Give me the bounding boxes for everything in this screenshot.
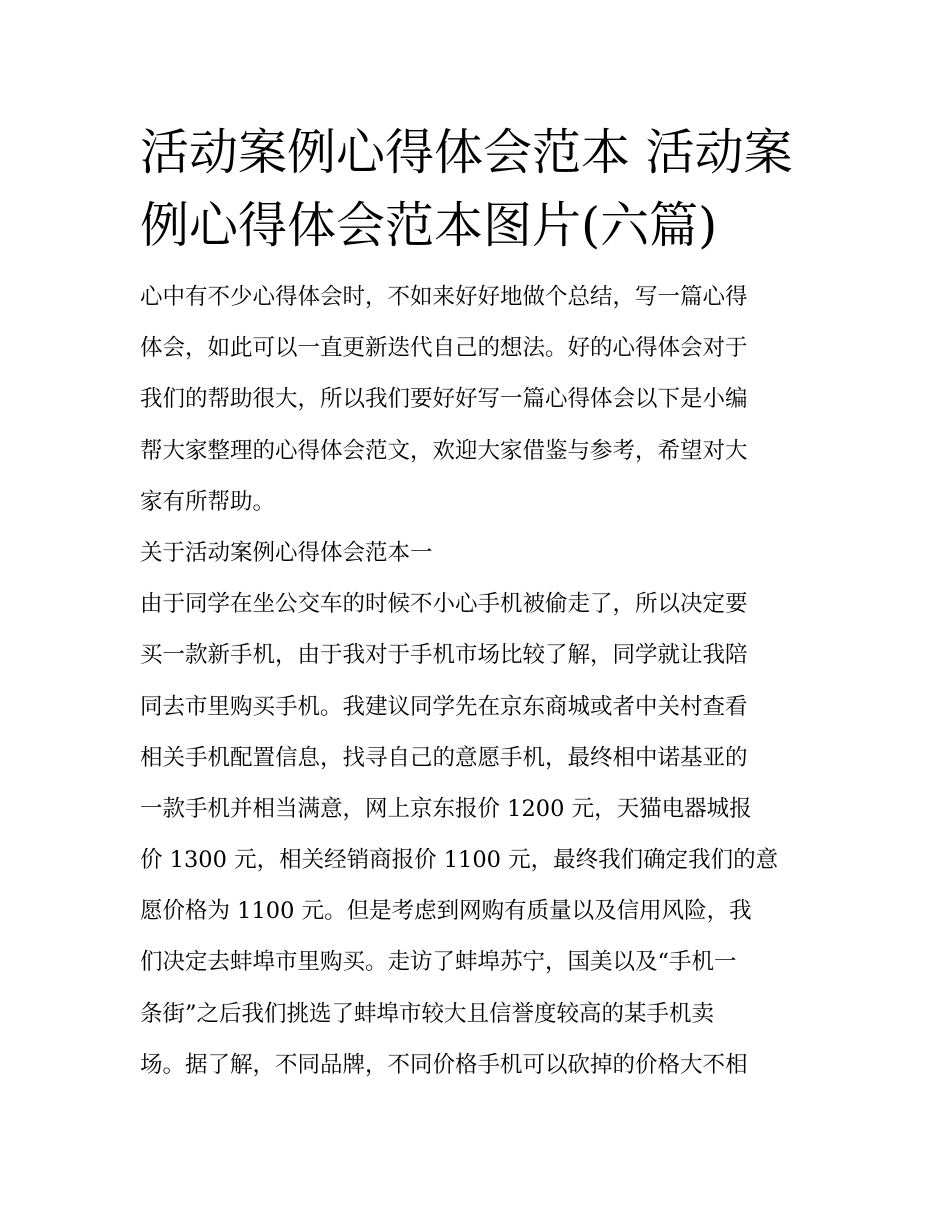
text-line: 由于同学在坐公交车的时候不小心手机被偷走了，所以决定要 [140,591,748,618]
text-line: 心中有不少心得体会时，不如来好好地做个总结，写一篇心得 [140,284,748,310]
text-line: 们决定去蚌埠市里购买。走访了蚌埠苏宁，国美以及“手机一 [140,949,737,976]
title-line: 活动案例心得体会范本 活动案 [140,124,793,181]
text-line: 价 1300 元，相关经销商报价 1100 元，最终我们确定我们的意 [140,847,779,874]
document-page [140,116,812,1091]
text-line: 一款手机并相当满意，网上京东报价 1200 元，天猫电器城报 [140,795,752,822]
title-line: 例心得体会范本图片(六篇) [140,197,718,254]
text-line: 条街”之后我们挑选了蚌埠市较大且信誉度较高的某手机卖 [140,1000,715,1027]
text-line: 买一款新手机，由于我对于手机市场比较了解，同学就让我陪 [140,642,748,669]
text-line: 帮大家整理的心得体会范文，欢迎大家借鉴与参考，希望对大 [140,437,748,464]
text-line: 愿价格为 1100 元。但是考虑到网购有质量以及信用风险，我 [140,898,752,925]
intro-paragraph [140,272,812,528]
text-line: 相关手机配置信息，找寻自己的意愿手机，最终相中诺基亚的 [140,744,748,771]
text-line: 家有所帮助。 [140,488,276,515]
text-line: 我们的帮助很大，所以我们要好好写一篇心得体会以下是小编 [140,386,748,413]
section-paragraph [140,579,812,1091]
text-line: 体会，如此可以一直更新迭代自己的想法。好的心得体会对于 [140,335,748,362]
text-line: 场。据了解，不同品牌，不同价格手机可以砍掉的价格大不相 [140,1051,748,1078]
document-title [140,116,812,262]
document-body [140,272,812,1091]
section-heading: 关于活动案例心得体会范本一 [140,539,433,566]
text-line: 同去市里购买手机。我建议同学先在京东商城或者中关村查看 [140,693,748,720]
